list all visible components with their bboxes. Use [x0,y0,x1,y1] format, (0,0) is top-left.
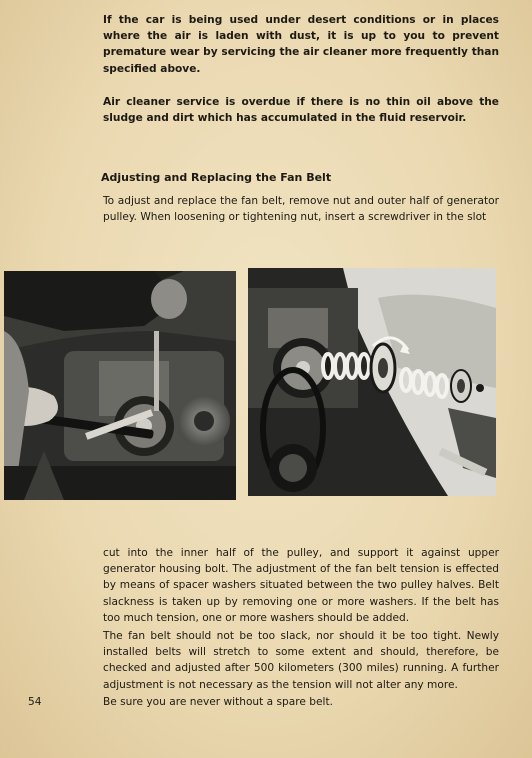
photo-pulley-spacer-washers [248,268,496,496]
fan-belt-continued-paragraph: cut into the inner half of the pulley, and support it against upper generator housing bolt. The adjustment of the fan belt tension is effected by means of spacer washers situated between the two pulley halves. Belt slackness is taken up by removing one or more washers. If the belt has too much tension, one or more washers should be added. [103,547,499,624]
overdue-service-paragraph: Air cleaner service is overdue if there is no thin oil above the sludge and dirt which has accumulated in the fluid reservoir. [103,96,499,125]
desert-conditions-paragraph: If the car is being used under desert conditions or in places where the air is laden with dust, it is up to you to prevent premature wear by servicing the air cleaner more frequently than specified above. [103,14,499,75]
section-heading: Adjusting and Replacing the Fan Belt [101,171,332,184]
page-number: 54 [28,696,42,708]
photo-loosening-pulley-nut [4,271,236,500]
fan-belt-intro-paragraph: To adjust and replace the fan belt, remove nut and outer half of generator pulley. When loosening or tightening nut, insert a screwdriver in the slot [103,195,499,224]
spare-belt-paragraph: Be sure you are never without a spare belt. [103,696,333,708]
belt-tension-paragraph: The fan belt should not be too slack, nor should it be too tight. Newly installed belts will stretch to some extent and should, therefore, be checked and adjusted after 500 kilometers (300 miles) running. A further adjustment is not necessary as the tension will not alter any more. [103,630,499,691]
